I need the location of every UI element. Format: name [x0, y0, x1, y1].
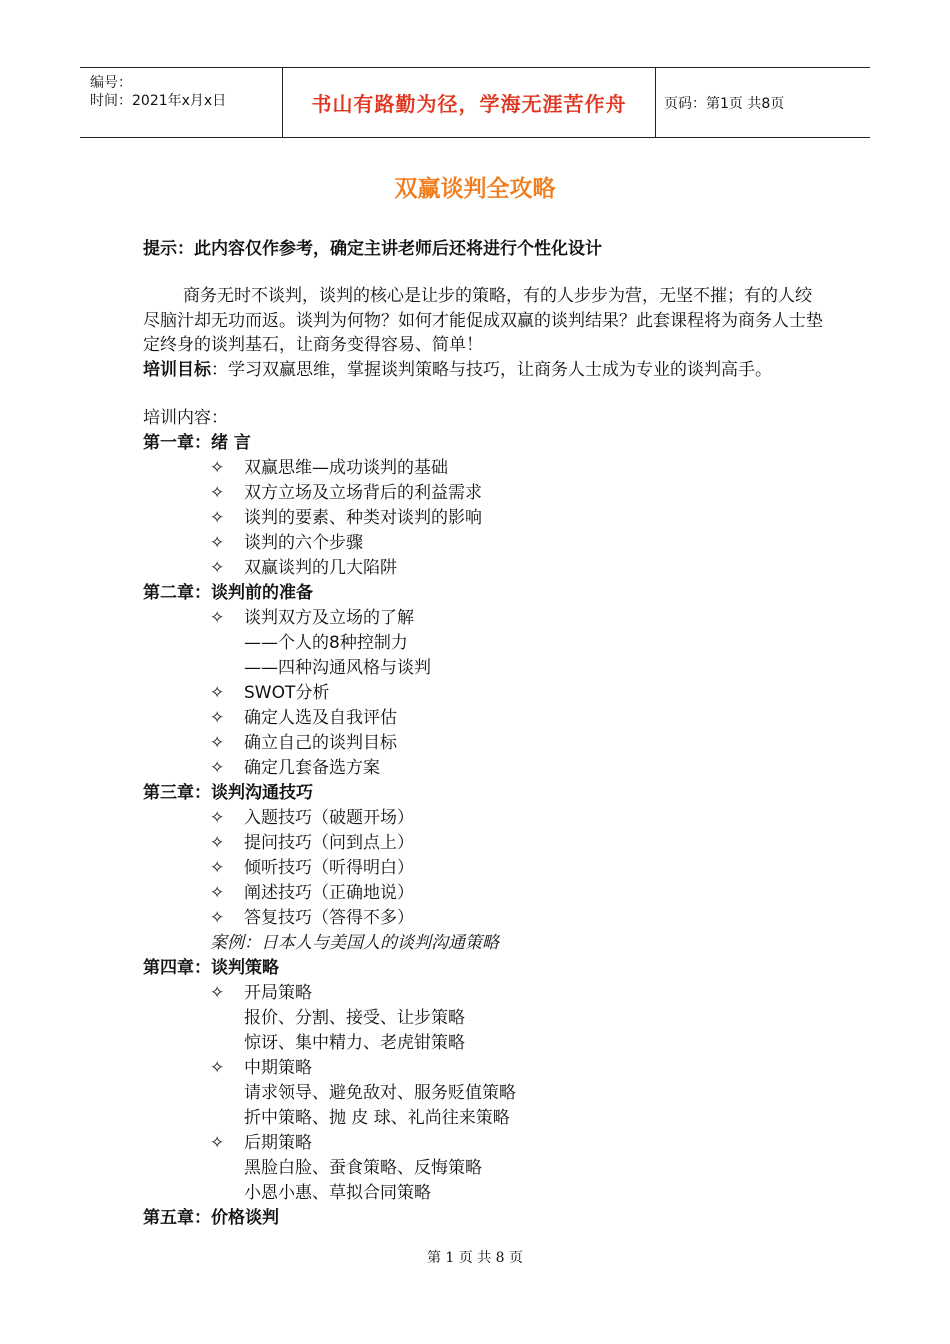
page-label: 页码：第1页 共8页 — [664, 95, 785, 112]
training-goal — [143, 358, 823, 383]
sub-item: 报价、分割、接受、让步策略 — [244, 1008, 465, 1028]
time-label: 时间：2021年x月x日 — [90, 93, 227, 109]
list-item: ✧ 答复技巧（答得不多） — [143, 906, 823, 931]
list-item: ✧ 确定几套备选方案 — [143, 756, 823, 781]
sub-item: 惊讶、集中精力、老虎钳策略 — [244, 1033, 465, 1053]
document-title: 双赢谈判全攻略 — [394, 176, 556, 202]
list-item: ✧ 后期策略 — [143, 1131, 823, 1156]
header-motto-cell — [283, 68, 656, 137]
bullet-icon: ✧ — [210, 833, 225, 853]
bullet-icon: ✧ — [210, 908, 225, 928]
chapter-4-title: 第四章：谈判策略 — [143, 958, 279, 978]
chapter-2-title: 第二章：谈判前的准备 — [143, 583, 313, 603]
motto: 书山有路勤为径，学海无涯苦作舟 — [311, 92, 627, 116]
sub-item: ——四种沟通风格与谈判 — [244, 658, 431, 678]
bullet-icon: ✧ — [210, 508, 225, 528]
bullet-icon: ✧ — [210, 558, 225, 578]
case-study-note: 案例：日本人与美国人的谈判沟通策略 — [210, 933, 499, 953]
tip-note: 提示：此内容仅作参考，确定主讲老师后还将进行个性化设计 — [143, 239, 602, 259]
list-item: ✧ SWOT分析 — [143, 681, 823, 706]
sub-item: ——个人的8种控制力 — [244, 633, 408, 653]
chapter-3-title: 第三章：谈判沟通技巧 — [143, 783, 313, 803]
list-item: ✧ 确定人选及自我评估 — [143, 706, 823, 731]
list-item: ✧ 入题技巧（破题开场） — [143, 806, 823, 831]
list-item: ✧ 中期策略 — [143, 1056, 823, 1081]
header-page-cell — [656, 68, 870, 137]
list-item: ✧ 双赢思维—成功谈判的基础 — [143, 456, 823, 481]
bullet-icon: ✧ — [210, 1133, 225, 1153]
bullet-icon: ✧ — [210, 683, 225, 703]
content-label: 培训内容： — [143, 408, 228, 428]
goal-text: ：学习双赢思维，掌握谈判策略与技巧，让商务人士成为专业的谈判高手。 — [211, 359, 772, 380]
bullet-icon: ✧ — [210, 708, 225, 728]
page-footer: 第 1 页 共 8 页 — [426, 1250, 524, 1266]
list-item: ✧ 倾听技巧（听得明白） — [143, 856, 823, 881]
bullet-icon: ✧ — [210, 858, 225, 878]
header-meta — [80, 68, 283, 137]
bullet-icon: ✧ — [210, 483, 225, 503]
intro-paragraph: 商务无时不谈判，谈判的核心是让步的策略，有的人步步为营，无坚不摧；有的人绞尽脑汁却无功而返。谈判为何物？如何才能促成双赢的谈判结果？此套课程将为商务人士垫定终身的谈判基石，让商务变得容易、简单！ — [143, 286, 823, 355]
bullet-icon: ✧ — [210, 1058, 225, 1078]
sub-item: 请求领导、避免敌对、服务贬值策略 — [244, 1083, 516, 1103]
bullet-icon: ✧ — [210, 808, 225, 828]
list-item: ✧ 阐述技巧（正确地说） — [143, 881, 823, 906]
bullet-icon: ✧ — [210, 533, 225, 553]
goal-label: 培训目标 — [143, 359, 211, 380]
bullet-icon: ✧ — [210, 983, 225, 1003]
list-item: ✧ 双赢谈判的几大陷阱 — [143, 556, 823, 581]
bullet-icon: ✧ — [210, 458, 225, 478]
sub-item: 折中策略、抛 皮 球、礼尚往来策略 — [244, 1108, 510, 1128]
sub-item: 小恩小惠、草拟合同策略 — [244, 1183, 431, 1203]
list-item: ✧ 确立自己的谈判目标 — [143, 731, 823, 756]
bullet-icon: ✧ — [210, 883, 225, 903]
sub-item: 黑脸白脸、蚕食策略、反悔策略 — [244, 1158, 482, 1178]
list-item: ✧ 双方立场及立场背后的利益需求 — [143, 481, 823, 506]
list-item: ✧ 谈判的要素、种类对谈判的影响 — [143, 506, 823, 531]
bullet-icon: ✧ — [210, 608, 225, 628]
list-item: ✧ 提问技巧（问到点上） — [143, 831, 823, 856]
list-item: ✧ 谈判的六个步骤 — [143, 531, 823, 556]
intro-section — [143, 284, 823, 382]
course-outline — [143, 406, 823, 1231]
chapter-5-title: 第五章：价格谈判 — [143, 1208, 279, 1228]
list-item: ✧ 谈判双方及立场的了解 — [143, 606, 823, 631]
number-label: 编号： — [90, 75, 132, 91]
bullet-icon: ✧ — [210, 733, 225, 753]
chapter-1-title: 第一章：绪 言 — [143, 433, 251, 453]
page-header — [80, 67, 870, 138]
bullet-icon: ✧ — [210, 758, 225, 778]
list-item: ✧ 开局策略 — [143, 981, 823, 1006]
